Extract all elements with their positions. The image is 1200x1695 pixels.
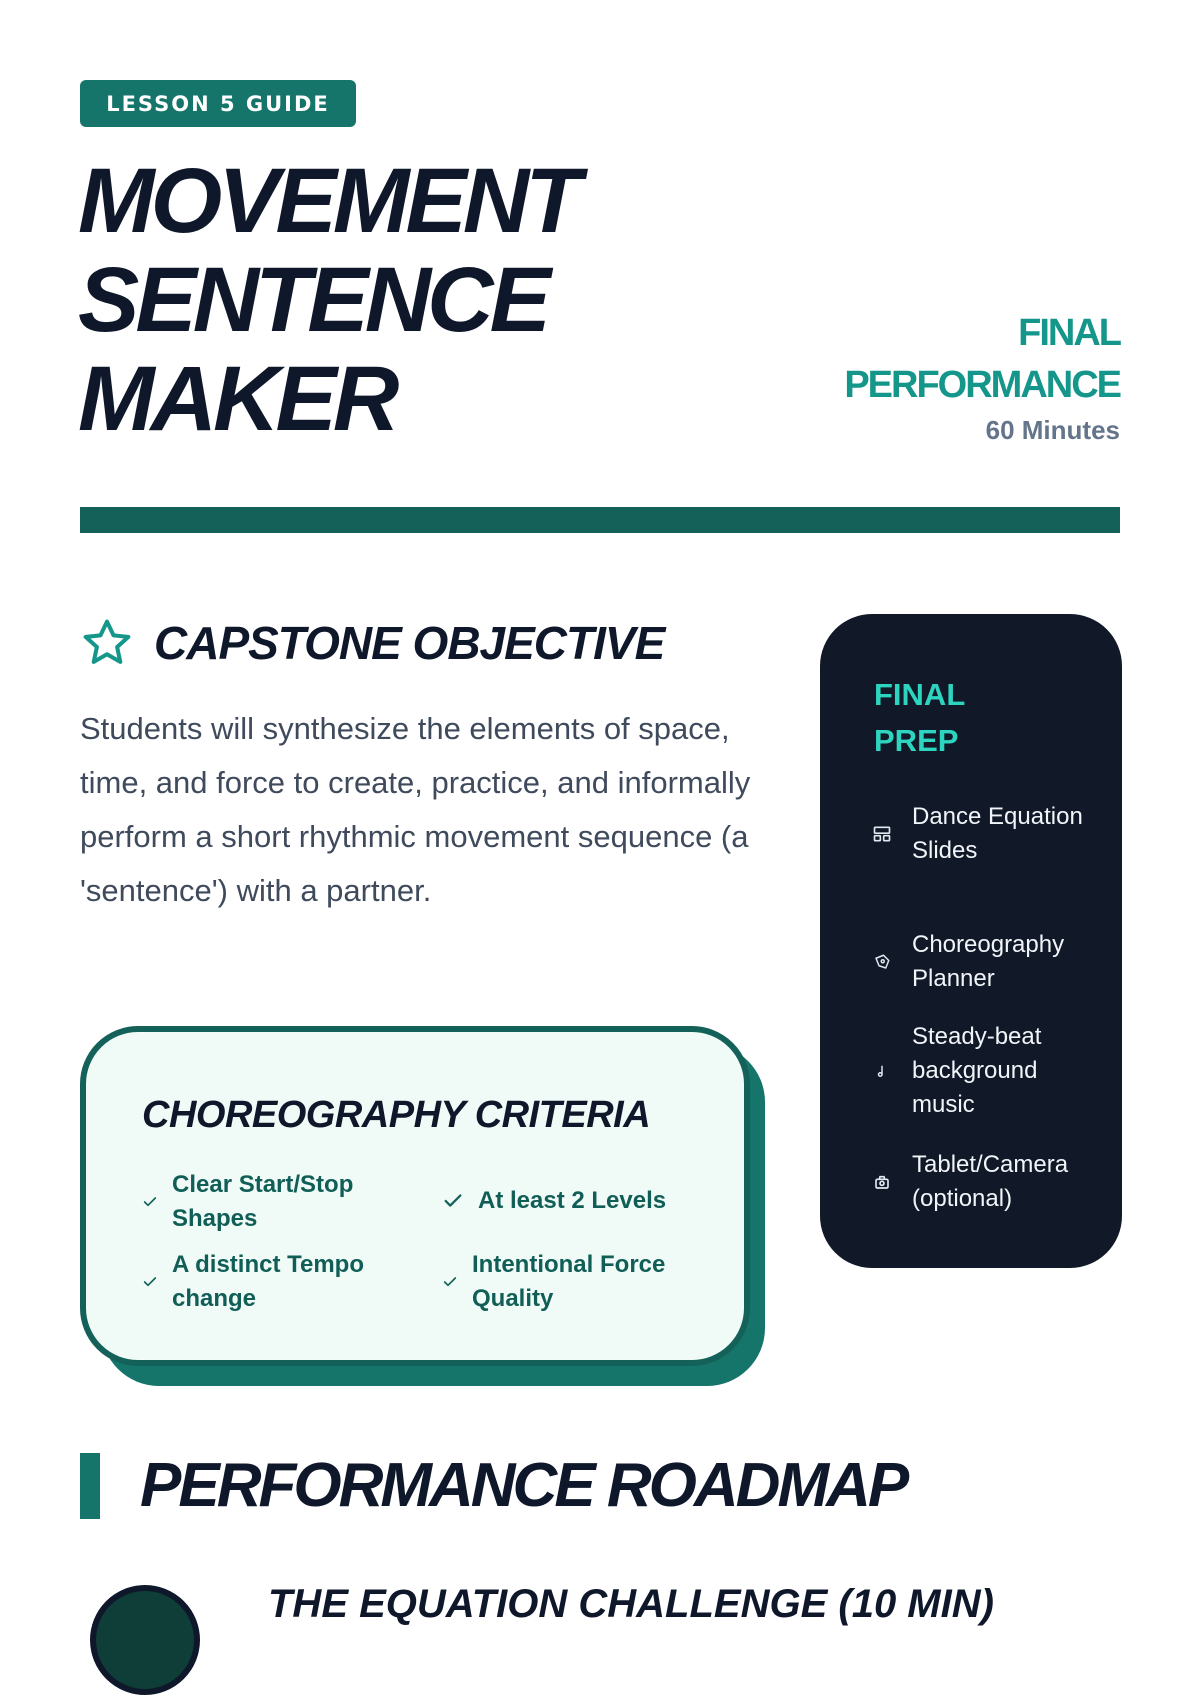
- prep-item-label: Choreography Planner: [912, 931, 1065, 992]
- criteria-item-label: At least 2 Levels: [478, 1187, 667, 1214]
- prep-item: [872, 800, 1092, 868]
- criteria-item-label: Clear Start/Stop Shapes: [172, 1171, 354, 1232]
- roadmap-heading: PERFORMANCE ROADMAP: [140, 1451, 907, 1520]
- session-duration: 60 Minutes: [985, 415, 1120, 445]
- roadmap-step-title: THE EQUATION CHALLENGE (10 MIN): [268, 1582, 994, 1626]
- prep-heading-line: FINAL: [874, 677, 966, 712]
- title-line: MOVEMENT: [78, 150, 578, 252]
- title-line: MAKER: [78, 348, 396, 450]
- session-type-line: PERFORMANCE: [844, 364, 1120, 406]
- title-line: SENTENCE: [78, 249, 547, 351]
- objective-text: Students will synthesize the elements of space, time, and force to create, practice, and informally perform a short rhythmic movement sequence (a 'sentence') with a partner.: [80, 711, 751, 908]
- objective-heading: CAPSTONE OBJECTIVE: [154, 617, 665, 669]
- check-icon: [142, 1274, 158, 1290]
- prep-item: [872, 1148, 1102, 1216]
- objective-header: [80, 616, 664, 670]
- criteria-card: [80, 1026, 750, 1366]
- camera-icon: [872, 1172, 892, 1192]
- check-icon: [442, 1274, 458, 1290]
- lesson-badge: LESSON 5 GUIDE: [80, 80, 356, 127]
- prep-heading-line: PREP: [874, 723, 959, 758]
- step-marker: [90, 1585, 200, 1695]
- page-title: [78, 152, 578, 449]
- prep-item-label: Tablet/Camera (optional): [912, 1151, 1069, 1212]
- header-divider: [80, 507, 1120, 533]
- session-type: [844, 307, 1120, 411]
- final-prep-card: [820, 614, 1122, 1268]
- criteria-item: [442, 1248, 692, 1316]
- prep-item-label: Steady-beat background music: [912, 1023, 1042, 1118]
- criteria-item: [142, 1168, 392, 1236]
- criteria-heading: CHOREOGRAPHY CRITERIA: [142, 1094, 651, 1136]
- criteria-item-label: Intentional Force Quality: [472, 1251, 666, 1312]
- criteria-item-label: A distinct Tempo change: [172, 1251, 364, 1312]
- slides-icon: [872, 824, 892, 844]
- criteria-item: [142, 1248, 392, 1316]
- prep-item: [872, 928, 1102, 996]
- session-meta: [844, 307, 1120, 446]
- check-icon: [442, 1190, 464, 1212]
- prep-item-label: Dance Equation Slides: [912, 803, 1083, 864]
- criteria-item: [442, 1184, 712, 1218]
- session-type-line: FINAL: [1018, 312, 1120, 354]
- star-icon: [80, 616, 134, 670]
- prep-heading: [874, 672, 965, 764]
- pen-icon: [872, 952, 892, 972]
- check-icon: [142, 1194, 158, 1210]
- roadmap-accent-bar: [80, 1453, 100, 1519]
- prep-item: [872, 1020, 1102, 1122]
- music-note-icon: [872, 1061, 892, 1081]
